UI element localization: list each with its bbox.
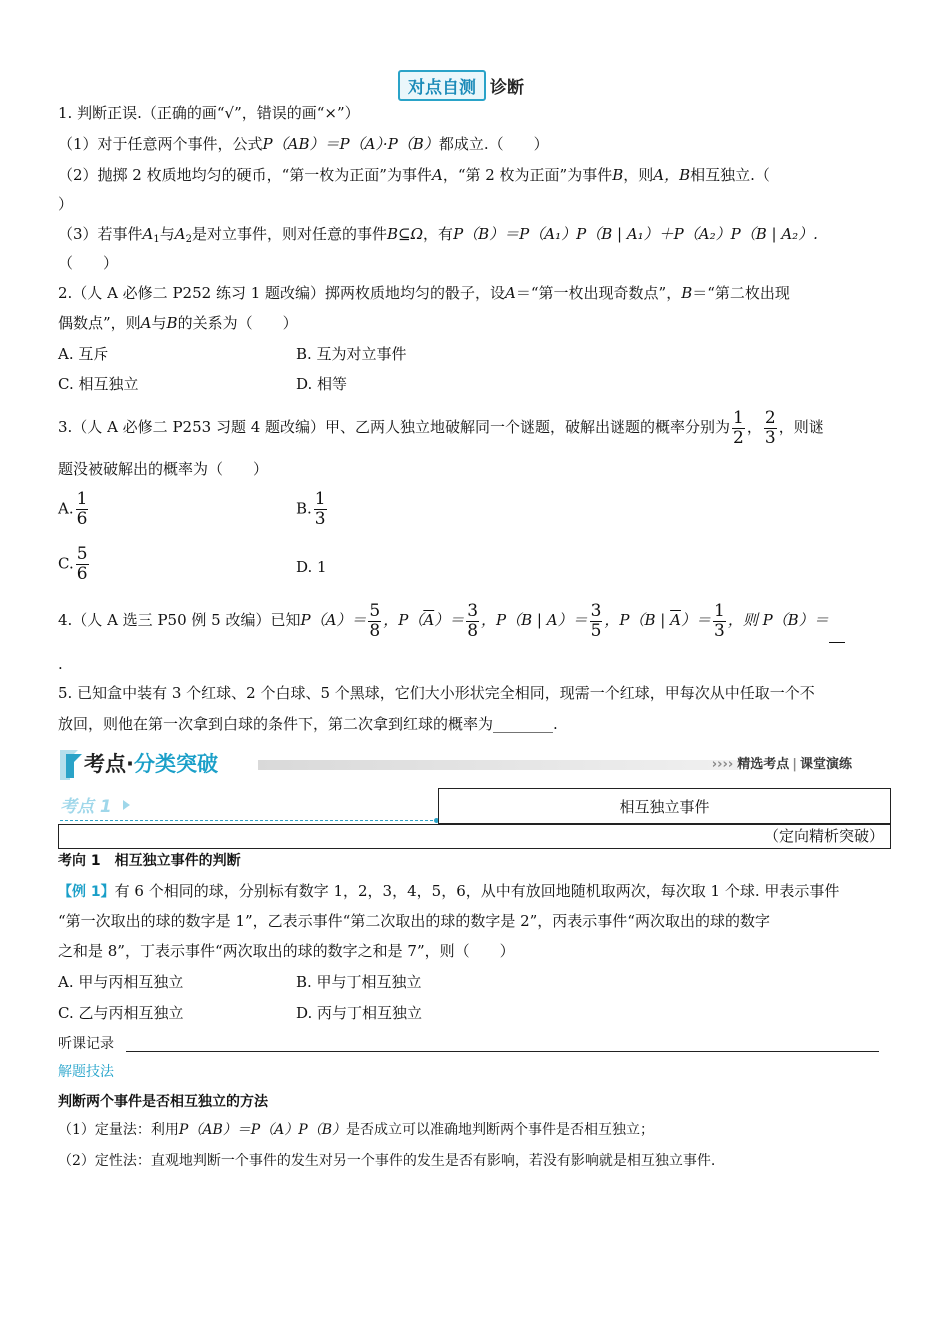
kaoxiang-label: 考向 1 相互独立事件的判断: [58, 853, 241, 869]
banner-stripe: [258, 760, 738, 770]
answer-blank: [829, 598, 845, 643]
example-tag: 【例 1】: [58, 884, 115, 900]
kaodian-note-box: [58, 824, 891, 849]
q2-option-c: C. 相互独立: [58, 375, 139, 393]
q4-stem: 4.（人 A 选三 P50 例 5 改编）已知P（A）＝ $\frac{5}{8}$ ，$P(\overline{A})=$ $\frac{3}{8}$ ，P（B | A）＝ $\frac{3}{5}$ ，P（B | $\overline{A})=$ $\frac{1}{3}$ ，则 P（B）＝: [58, 598, 845, 643]
self-test-badge-tail: 诊断: [490, 78, 524, 98]
example-option-b: B. 甲与丁相互独立: [296, 973, 422, 991]
q3-option-c: C. $\frac{5}{6}$: [58, 544, 88, 584]
q1-statement-1: （1）对于任意两个事件，公式P（AB）＝P（A）·P（B）都成立.（ ）: [58, 135, 549, 153]
q1-statement-2: （2）抛掷 2 枚质地均匀的硬币，“第一枚为正面”为事件A，“第 2 枚为正面”为事件B，则A，B相互独立.（: [58, 166, 770, 184]
q3-option-d: D. 1: [296, 558, 327, 576]
example-line2: “第一次取出的球的数字是 1”，乙表示事件“第二次取出的球的数字是 2”，丙表示事件“两次取出的球的数字: [58, 912, 770, 930]
q2-option-a: A. 互斥: [58, 345, 109, 363]
q1-stem: 1. 判断正误.（正确的画“√”，错误的画“×”）: [58, 104, 360, 122]
banner-corner-icon: [58, 748, 86, 782]
example-option-c: C. 乙与丙相互独立: [58, 1004, 184, 1022]
q4-cont: .: [58, 655, 63, 673]
section-header-self-test: [398, 70, 524, 101]
q2-stem-cont: 偶数点”，则A与B的关系为（ ）: [58, 314, 298, 332]
kaodian-tag-underline: [60, 820, 438, 821]
q3-option-a: A. $\frac{1}{6}$: [58, 489, 88, 529]
q1-statement-3-cont: （ ）: [58, 254, 119, 272]
q1-statement-2-cont: ）: [58, 195, 74, 213]
fraction: $\frac{2}{3}$: [764, 407, 776, 448]
notes-line: [126, 1051, 879, 1052]
notes-label: 听课记录: [58, 1036, 114, 1052]
method-title: 解题技法: [58, 1064, 114, 1080]
self-test-badge: 对点自测: [398, 70, 486, 101]
section-banner: [58, 748, 892, 782]
q5-line1: 5. 已知盒中装有 3 个红球、2 个白球、5 个黑球，它们大小形状完全相同，现需一个红球，甲每次从中任取一个不: [58, 684, 815, 702]
method-subtitle: 判断两个事件是否相互独立的方法: [58, 1094, 268, 1110]
q3-stem: 3.（人 A 必修二 P253 习题 4 题改编）甲、乙两人独立地破解同一个谜题，破解出谜题的概率分别为 $\frac{1}{2}$ ， $\frac{2}{3}$ ，则谜: [58, 407, 824, 448]
kaodian-title-box: [438, 788, 891, 824]
q5-line2: 放回，则他在第一次拿到白球的条件下，第二次拿到红球的概率为________.: [58, 715, 558, 733]
example-option-a: A. 甲与丙相互独立: [58, 973, 184, 991]
example-line3: 之和是 8”，丁表示事件“两次取出的球的数字之和是 7”，则（ ）: [58, 942, 515, 960]
q3-stem-cont: 题没被破解出的概率为（ ）: [58, 460, 269, 478]
fraction: $\frac{1}{2}$: [733, 407, 744, 448]
example-option-d: D. 丙与丁相互独立: [296, 1004, 423, 1022]
q1-statement-3: （3）若事件$A_1$与$A_2$是对立事件，则对任意的事件B⊆Ω，有P（B）＝P（A₁）P（B | A₁）＋P（A₂）P（B | A₂）.: [58, 225, 818, 245]
kaodian-note: （定向精析突破）: [763, 827, 884, 845]
q3-option-b: B. $\frac{1}{3}$: [296, 489, 326, 529]
banner-right-label: ›››› 精选考点 | 课堂演练: [711, 757, 852, 772]
method-item-2: （2）定性法：直观地判断一个事件的发生对另一个事件的发生是否有影响，若没有影响就是相互独立事件.: [58, 1153, 716, 1169]
kaodian-tag: 考点 1: [60, 795, 130, 821]
section-title: 考点·分类突破: [84, 752, 218, 776]
q2-option-d: D. 相等: [296, 375, 348, 393]
kaodian-title: 相互独立事件: [619, 797, 710, 816]
example-line1: 【例 1】有 6 个相同的球，分别标有数字 1，2，3，4，5，6，从中有放回地随机取两次，每次取 1 个球. 甲表示事件: [58, 882, 840, 900]
q2-stem: 2.（人 A 必修二 P252 练习 1 题改编）掷两枚质地均匀的骰子，设A＝“第一枚出现奇数点”，B＝“第二枚出现: [58, 284, 790, 302]
q2-option-b: B. 互为对立事件: [296, 345, 407, 363]
method-item-1: （1）定量法：利用P（AB）＝P（A）P（B）是否成立可以准确地判断两个事件是否相互独立；: [58, 1122, 654, 1138]
